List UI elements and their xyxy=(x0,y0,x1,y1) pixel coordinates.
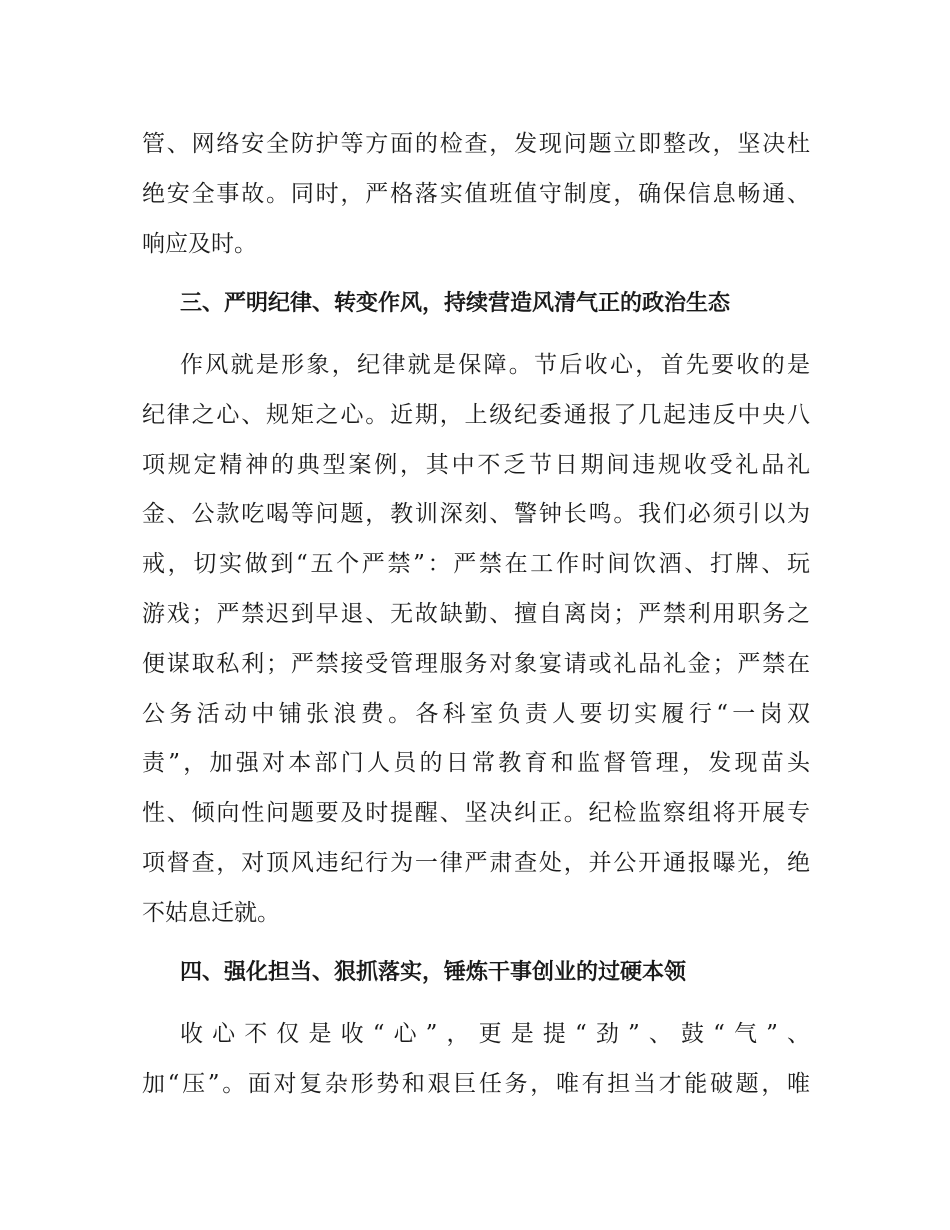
paragraph-line: 项督查，对顶风违纪行为一律严肃查处，并公开通报曝光，绝 xyxy=(142,850,810,876)
paragraph-line: 收心不仅是收“心”，更是提“劲”、鼓“气”、 xyxy=(180,1021,810,1047)
paragraph-line: 性、倾向性问题要及时提醒、坚决纠正。纪检监察组将开展专 xyxy=(142,800,810,826)
section-heading: 四、强化担当、狠抓落实，锤炼干事创业的过硬本领 xyxy=(180,960,687,985)
paragraph-line: 公务活动中铺张浪费。各科室负责人要切实履行“一岗双 xyxy=(142,701,810,727)
paragraph-line: 纪律之心、规矩之心。近期，上级纪委通报了几起违反中央八 xyxy=(142,402,810,428)
paragraph-line: 金、公款吃喝等问题，教训深刻、警钟长鸣。我们必须引以为 xyxy=(142,501,810,527)
paragraph-line: 项规定精神的典型案例，其中不乏节日期间违规收受礼品礼 xyxy=(142,452,810,478)
paragraph-line: 不姑息迁就。 xyxy=(142,900,280,926)
paragraph-line: 游戏；严禁迟到早退、无故缺勤、擅自离岗；严禁利用职务之 xyxy=(142,601,810,627)
paragraph-line: 响应及时。 xyxy=(142,231,257,257)
paragraph-line: 便谋取私利；严禁接受管理服务对象宴请或礼品礼金；严禁在 xyxy=(142,651,810,677)
paragraph-line: 加“压”。面对复杂形势和艰巨任务，唯有担当才能破题，唯 xyxy=(142,1071,810,1097)
paragraph-line: 管、网络安全防护等方面的检查，发现问题立即整改，坚决杜 xyxy=(142,131,810,157)
paragraph-line: 戒，切实做到“五个严禁”：严禁在工作时间饮酒、打牌、玩 xyxy=(142,551,810,577)
section-heading: 三、严明纪律、转变作风，持续营造风清气正的政治生态 xyxy=(180,291,731,316)
paragraph-line: 作风就是形象，纪律就是保障。节后收心，首先要收的是 xyxy=(180,352,810,378)
paragraph-line: 责”，加强对本部门人员的日常教育和监督管理，发现苗头 xyxy=(142,750,810,776)
paragraph-line: 绝安全事故。同时，严格落实值班值守制度，确保信息畅通、 xyxy=(142,181,810,207)
